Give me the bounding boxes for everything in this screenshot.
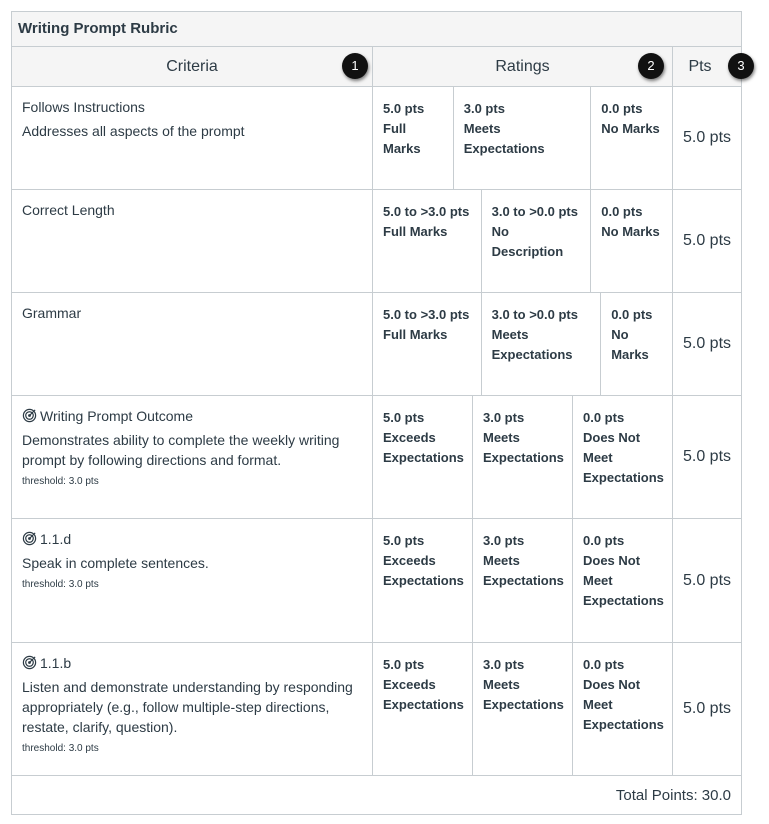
rating-option[interactable]	[573, 643, 673, 775]
criterion-threshold: threshold: 3.0 pts	[22, 579, 99, 590]
criterion-name-text: 1.1.d	[40, 531, 72, 547]
criterion-name	[22, 97, 362, 117]
rating-points: 0.0 pts	[611, 307, 653, 322]
rating-points: 3.0 to >0.0 pts	[491, 204, 578, 219]
callout-badge-2: 2	[638, 53, 664, 79]
rating-points: 3.0 pts	[483, 657, 525, 672]
pts-header	[673, 47, 745, 86]
rating-label: Full Marks	[383, 327, 448, 342]
rating-points: 5.0 pts	[383, 101, 425, 116]
rating-option[interactable]	[601, 293, 672, 395]
rubric-title: Writing Prompt Rubric	[12, 12, 741, 47]
rating-points: 5.0 pts	[383, 657, 425, 672]
rating-points: 5.0 to >3.0 pts	[383, 204, 470, 219]
rating-points: 0.0 pts	[601, 204, 643, 219]
criterion-cell	[12, 396, 373, 518]
ratings-header	[373, 47, 673, 86]
rating-points: 0.0 pts	[583, 410, 625, 425]
criterion-points: 5.0 pts	[682, 335, 732, 352]
criterion-name	[22, 529, 362, 549]
rating-label: Meets Expectations	[491, 327, 573, 362]
rating-option[interactable]	[373, 87, 454, 189]
rating-label: Exceeds Expectations	[383, 430, 464, 465]
rating-label: Does Not Meet Expectations	[583, 677, 664, 732]
ratings-cell	[373, 396, 673, 518]
rubric-table	[11, 11, 745, 815]
rating-label: No Marks	[611, 327, 649, 362]
rating-option[interactable]	[373, 396, 473, 518]
rating-option[interactable]	[591, 190, 672, 292]
criterion-points: 5.0 pts	[682, 232, 732, 249]
rating-option[interactable]	[573, 396, 673, 518]
criterion-name	[22, 406, 362, 426]
ratings-cell	[373, 190, 673, 292]
criterion-description: Addresses all aspects of the prompt	[22, 123, 245, 139]
criterion-name-text: Grammar	[22, 305, 82, 321]
criterion-cell	[12, 643, 373, 775]
criterion-points: 5.0 pts	[682, 571, 732, 589]
rating-points: 5.0 to >3.0 pts	[383, 307, 470, 322]
criterion-name-text: 1.1.b	[40, 655, 72, 671]
rating-option[interactable]	[473, 519, 573, 642]
rating-label: No Marks	[601, 224, 660, 239]
rating-label: Exceeds Expectations	[383, 677, 464, 712]
rating-option[interactable]	[373, 293, 482, 395]
rating-option[interactable]	[482, 190, 592, 292]
rating-option[interactable]	[454, 87, 592, 189]
ratings-cell	[373, 293, 673, 395]
criterion-description: Listen and demonstrate understanding by responding appropriately (e.g., follow multiple-step directions, restate, clarify, question).	[22, 679, 353, 735]
total-points: Total Points: 30.0	[615, 787, 731, 804]
criterion-cell	[12, 519, 373, 642]
criteria-header-label: Criteria	[166, 58, 218, 75]
rating-option[interactable]	[373, 643, 473, 775]
criterion-points: 5.0 pts	[682, 129, 732, 146]
criteria-header	[12, 47, 373, 86]
rating-option[interactable]	[373, 190, 482, 292]
rating-points: 3.0 pts	[463, 101, 505, 116]
criterion-row	[12, 293, 741, 396]
rating-label: Meets Expectations	[463, 121, 545, 156]
callout-badge-3: 3	[728, 53, 754, 79]
criterion-name	[22, 200, 362, 220]
ratings-cell	[373, 519, 673, 642]
rating-points: 0.0 pts	[583, 657, 625, 672]
rating-label: Does Not Meet Expectations	[583, 553, 664, 608]
rating-option[interactable]	[591, 87, 672, 189]
ratings-cell	[373, 87, 673, 189]
rating-points: 0.0 pts	[601, 101, 643, 116]
rating-option[interactable]	[373, 519, 473, 642]
rating-label: No Description	[491, 224, 564, 259]
callout-badge-1: 1	[342, 53, 368, 79]
rating-label: Meets Expectations	[483, 553, 564, 588]
criterion-row	[12, 190, 741, 293]
rating-points: 0.0 pts	[583, 533, 625, 548]
rating-label: Full Marks	[383, 121, 421, 156]
rating-label: Full Marks	[383, 224, 448, 239]
criterion-description: Demonstrates ability to complete the weekly writing prompt by following directions and format.	[22, 432, 340, 468]
rating-label: Does Not Meet Expectations	[583, 430, 664, 485]
criterion-name-text: Follows Instructions	[22, 99, 145, 115]
rating-option[interactable]	[473, 396, 573, 518]
ratings-header-label: Ratings	[495, 58, 550, 75]
rating-label: Meets Expectations	[483, 677, 564, 712]
criterion-row	[12, 643, 741, 776]
rating-points: 3.0 to >0.0 pts	[491, 307, 578, 322]
criterion-cell	[12, 293, 373, 395]
rating-points: 3.0 pts	[483, 410, 525, 425]
outcome-target-icon	[22, 408, 37, 423]
rating-option[interactable]	[573, 519, 673, 642]
criterion-points: 5.0 pts	[682, 448, 732, 465]
rating-option[interactable]	[482, 293, 602, 395]
criterion-name-text: Writing Prompt Outcome	[40, 408, 194, 424]
rating-points: 5.0 pts	[383, 533, 425, 548]
outcome-target-icon	[22, 655, 37, 670]
criterion-name-text: Correct Length	[22, 202, 115, 218]
criterion-row	[12, 519, 741, 643]
outcome-target-icon	[22, 531, 37, 546]
rating-points: 5.0 pts	[383, 410, 425, 425]
criterion-row	[12, 87, 741, 190]
criterion-threshold: threshold: 3.0 pts	[22, 743, 99, 754]
criterion-threshold: threshold: 3.0 pts	[22, 476, 99, 487]
rating-option[interactable]	[473, 643, 573, 775]
rating-label: Exceeds Expectations	[383, 553, 464, 588]
ratings-cell	[373, 643, 673, 775]
rating-points: 3.0 pts	[483, 533, 525, 548]
criterion-row	[12, 396, 741, 519]
criterion-points: 5.0 pts	[682, 700, 732, 717]
criterion-name	[22, 303, 362, 323]
rating-label: Meets Expectations	[483, 430, 564, 465]
criterion-name	[22, 653, 362, 673]
pts-header-label: Pts	[688, 58, 712, 75]
criterion-cell	[12, 190, 373, 292]
header-row	[12, 47, 745, 87]
rating-label: No Marks	[601, 121, 660, 136]
criterion-cell	[12, 87, 373, 189]
criterion-description: Speak in complete sentences.	[22, 555, 209, 571]
